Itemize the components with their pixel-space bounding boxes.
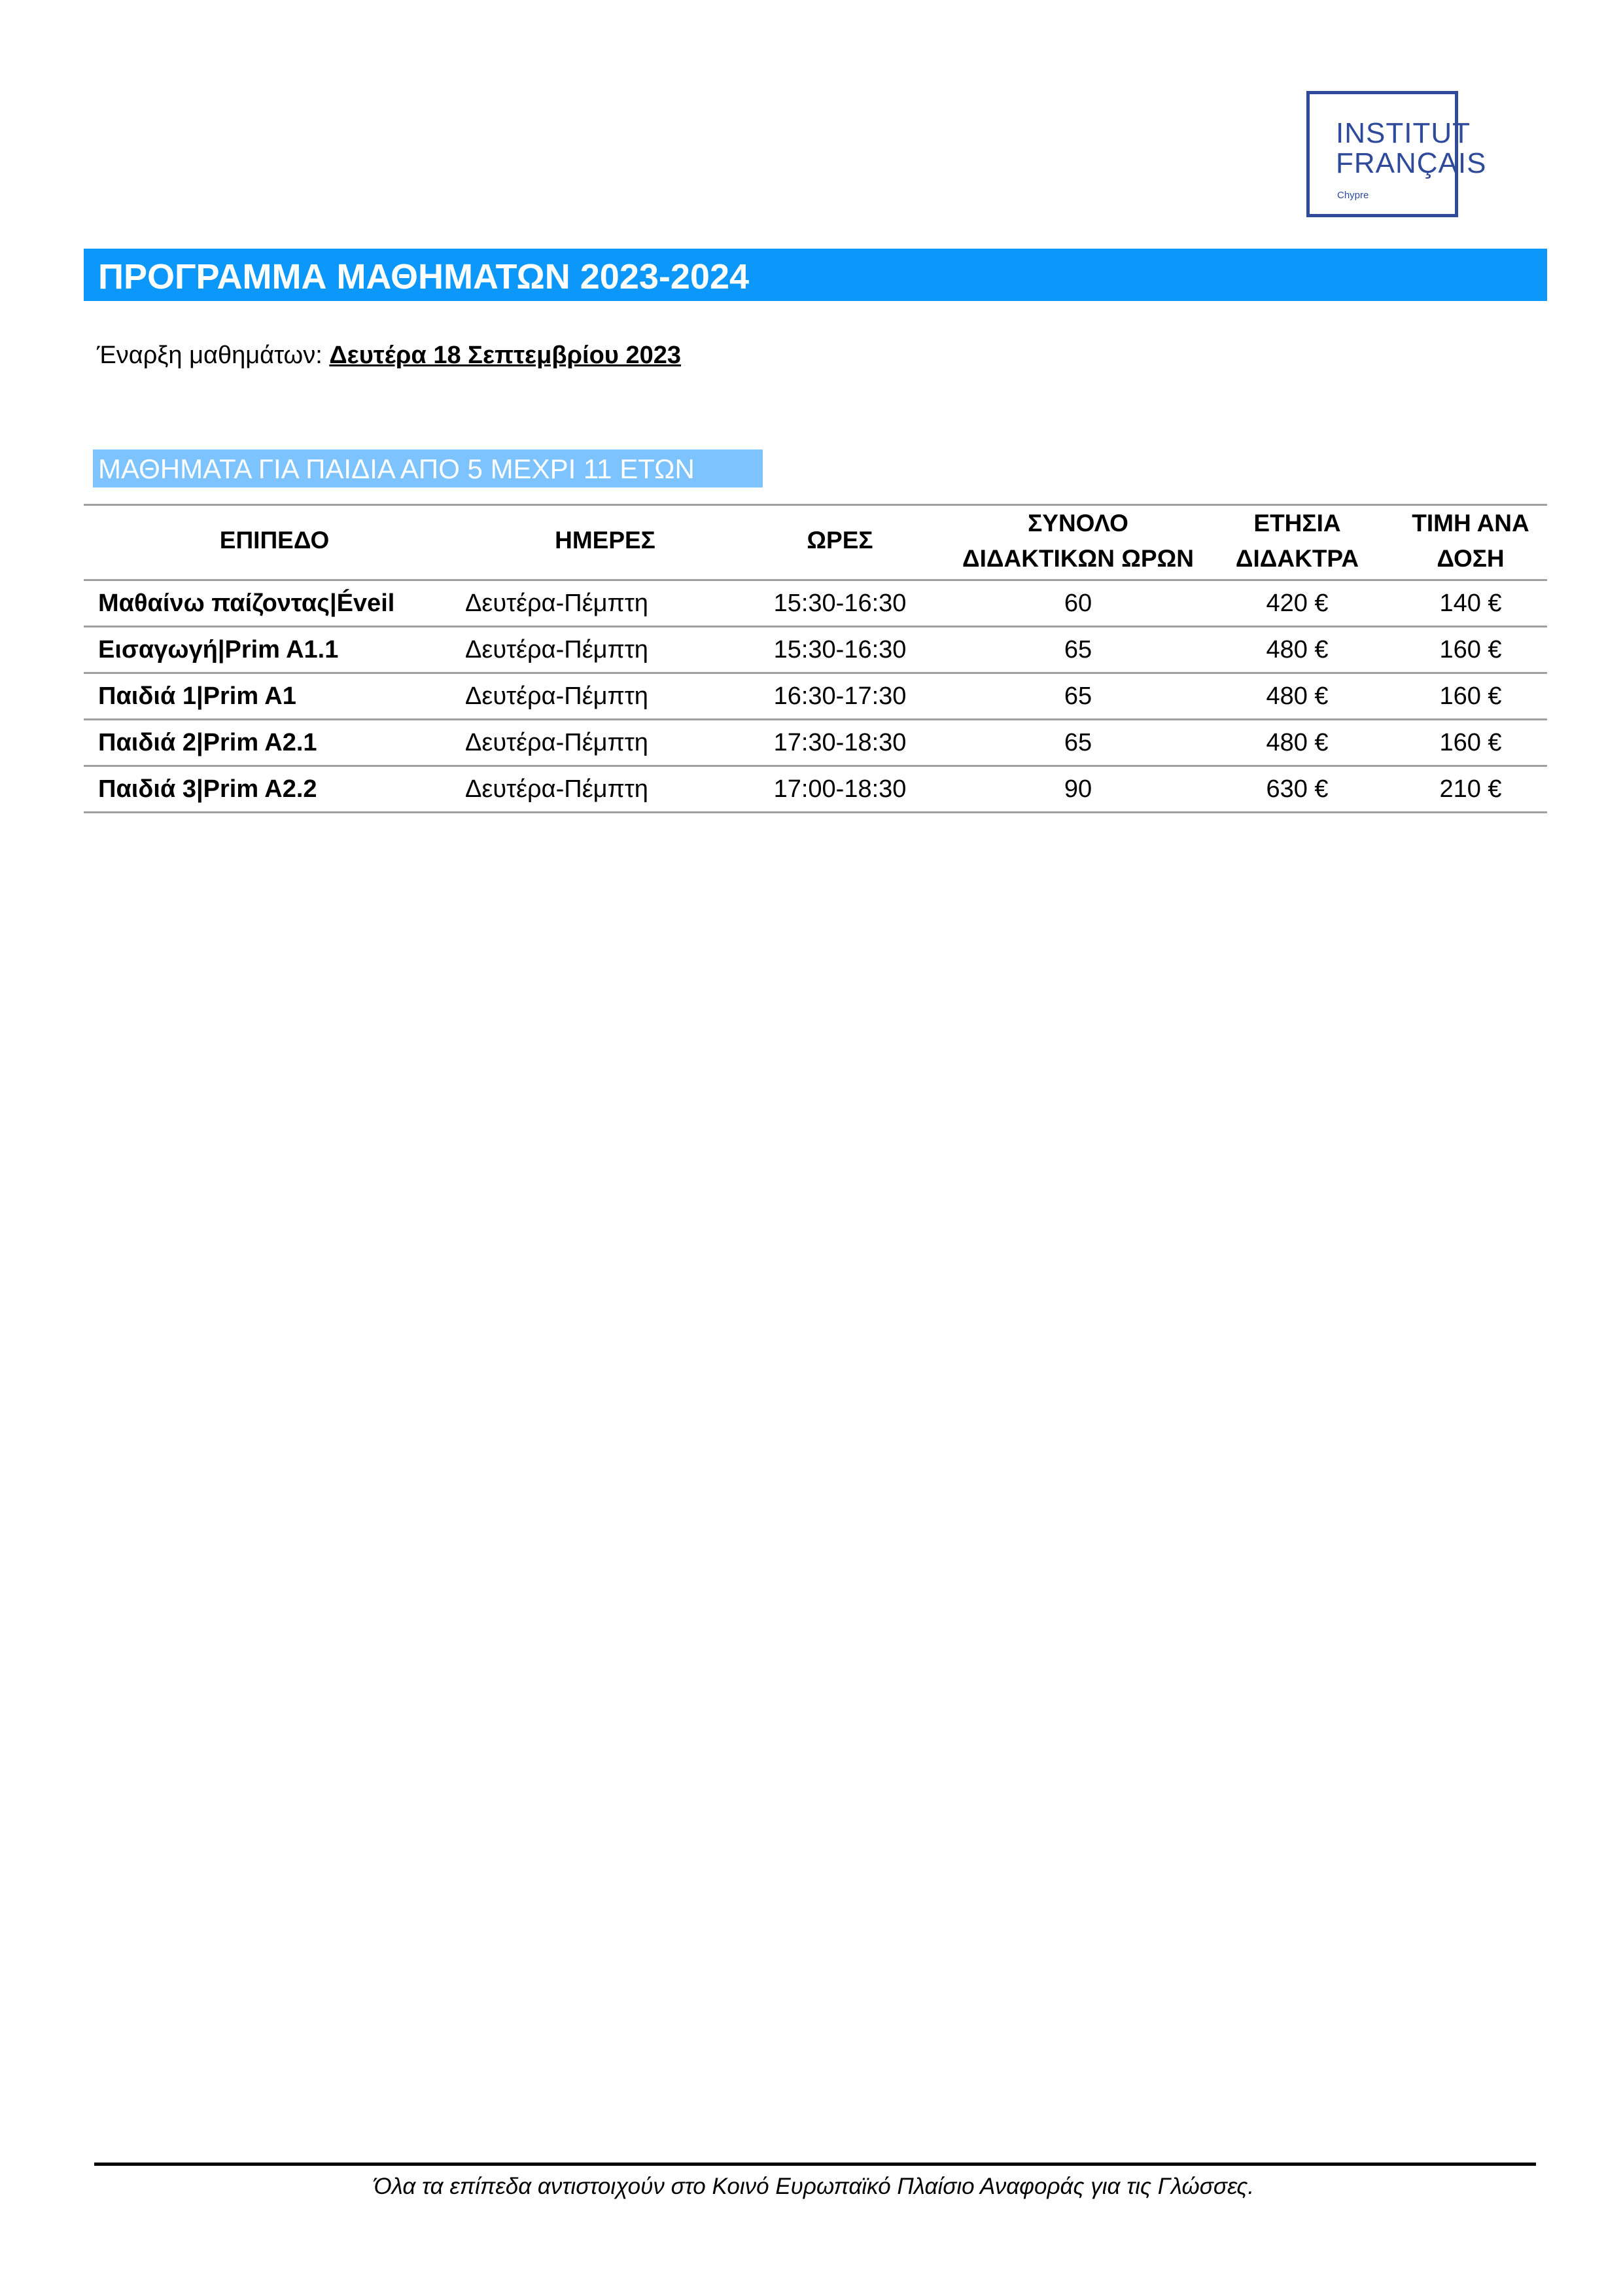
row-days: Δευτέρα-Πέμπτη	[465, 636, 648, 663]
header-fee-1: ΕΤΗΣΙΑ	[1253, 510, 1341, 537]
section-title: ΜΑΘΗΜΑΤΑ ΓΙΑ ΠΑΙΔΙΑ ΑΠΟ 5 ΜΕΧΡΙ 11 ΕΤΩΝ	[98, 453, 695, 484]
row-days: Δευτέρα-Πέμπτη	[465, 682, 648, 710]
row-hours: 17:00-18:30	[773, 775, 907, 803]
row-total-hours: 90	[1064, 775, 1092, 803]
page-title: ΠΡΟΓΡΑΜΜΑ ΜΑΘΗΜΑΤΩΝ 2023-2024	[98, 257, 750, 296]
table-header-rule	[84, 579, 1547, 581]
section-header	[93, 450, 763, 487]
title-bar	[84, 249, 1547, 301]
header-installment-1: ΤΙΜΗ ΑΝΑ	[1412, 510, 1529, 537]
row-days: Δευτέρα-Πέμπτη	[465, 729, 648, 756]
row-annual-fee: 480 €	[1266, 729, 1329, 756]
row-annual-fee: 420 €	[1266, 590, 1329, 617]
row-level: Παιδιά 1|Prim A1	[98, 682, 296, 710]
row-hours: 15:30-16:30	[773, 590, 907, 617]
institut-francais-logo	[1306, 91, 1487, 217]
footer-note: Όλα τα επίπεδα αντιστοιχούν στο Κοινό Ευρωπαϊκό Πλαίσιο Αναφοράς για τις Γλώσσες.	[373, 2174, 1255, 2199]
row-installment: 160 €	[1439, 636, 1502, 663]
header-days: ΗΜΕΡΕΣ	[555, 527, 655, 554]
logo-subtitle: Chypre	[1337, 190, 1369, 201]
header-total-2: ΔΙΔΑΚΤΙΚΩΝ ΩΡΩΝ	[962, 545, 1194, 572]
header-fee-2: ΔΙΔΑΚΤΡΑ	[1235, 545, 1359, 572]
row-total-hours: 60	[1064, 590, 1092, 617]
table-row-rule	[84, 672, 1547, 674]
start-line	[97, 342, 681, 370]
row-total-hours: 65	[1064, 729, 1092, 756]
row-hours: 15:30-16:30	[773, 636, 907, 663]
table-row-rule	[84, 765, 1547, 767]
header-installment-2: ΔΟΣΗ	[1437, 545, 1505, 572]
header-level: ΕΠΙΠΕΔΟ	[219, 527, 330, 554]
start-label: Έναρξη μαθημάτων:	[97, 342, 330, 369]
row-days: Δευτέρα-Πέμπτη	[465, 590, 648, 617]
row-total-hours: 65	[1064, 682, 1092, 710]
row-annual-fee: 480 €	[1266, 636, 1329, 663]
footer-rule	[94, 2163, 1536, 2166]
row-level: Παιδιά 3|Prim A2.2	[98, 775, 317, 803]
row-annual-fee: 630 €	[1266, 775, 1329, 803]
table-row-rule	[84, 626, 1547, 627]
row-total-hours: 65	[1064, 636, 1092, 663]
table-row-rule	[84, 718, 1547, 720]
header-total-1: ΣΥΝΟΛΟ	[1028, 510, 1128, 537]
start-date: Δευτέρα 18 Σεπτεμβρίου 2023	[329, 342, 682, 369]
row-level: Παιδιά 2|Prim A2.1	[98, 729, 317, 756]
logo-line-2: FRANÇAIS	[1336, 147, 1487, 179]
row-level: Εισαγωγή|Prim A1.1	[98, 636, 339, 663]
table-bottom-rule	[84, 811, 1547, 813]
row-annual-fee: 480 €	[1266, 682, 1329, 710]
row-installment: 140 €	[1439, 590, 1502, 617]
row-installment: 210 €	[1439, 775, 1502, 803]
row-installment: 160 €	[1439, 729, 1502, 756]
row-days: Δευτέρα-Πέμπτη	[465, 775, 648, 803]
row-hours: 16:30-17:30	[773, 682, 907, 710]
row-level: Μαθαίνω παίζοντας|Éveil	[98, 590, 395, 617]
header-hours: ΩΡΕΣ	[807, 527, 873, 554]
row-hours: 17:30-18:30	[773, 729, 907, 756]
logo-line-1: INSTITUT	[1336, 117, 1471, 149]
row-installment: 160 €	[1439, 682, 1502, 710]
